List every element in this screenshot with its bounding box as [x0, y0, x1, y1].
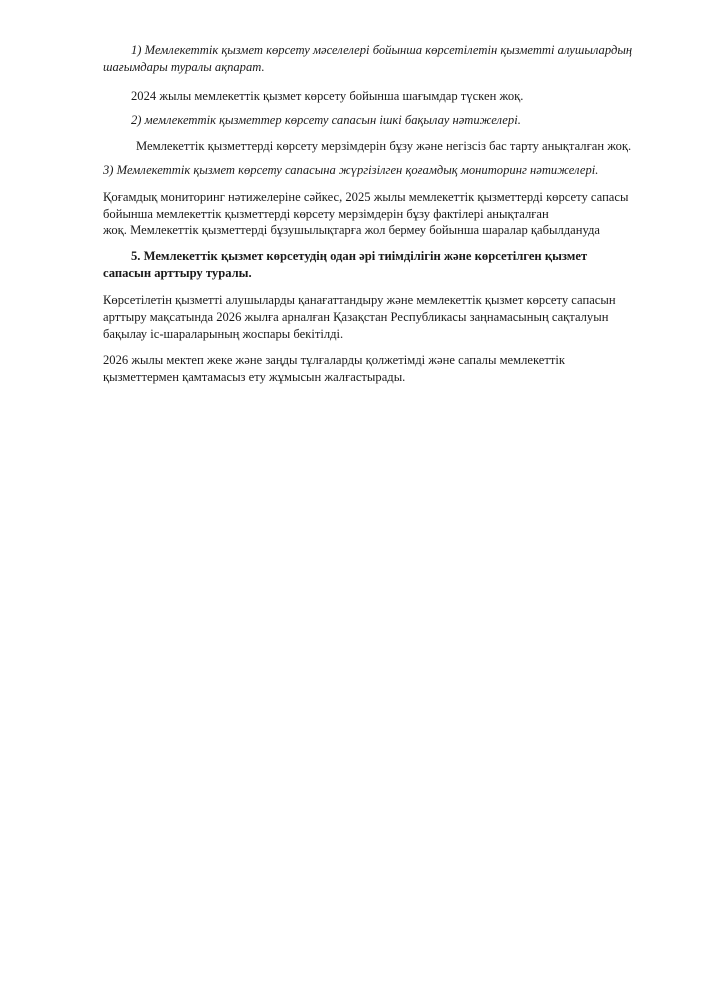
section2-heading: 2) мемлекеттік қызметтер көрсету сапасын ішкі бақылау нәтижелері.: [131, 113, 521, 127]
section5-heading-line2: сапасын арттыру туралы.: [103, 266, 252, 280]
section2-text: Мемлекеттік қызметтерді көрсету мерзімдерін бұзу және негізсіз бас тарту анықталған жоқ.: [136, 139, 632, 153]
section1-text: 2024 жылы мемлекеттік қызмет көрсету бойынша шағымдар түскен жоқ.: [131, 89, 524, 103]
section5-para2-line2: қызметтермен қамтамасыз ету жұмысын жалғастырады.: [103, 370, 406, 384]
section5-para1-line3: бақылау іс-шараларының жоспары бекітілді.: [103, 327, 344, 341]
section5-para2-line1: 2026 жылы мектеп жеке және заңды тұлғаларды қолжетімді және сапалы мемлекеттік: [103, 353, 565, 367]
section1-heading-line2: шағымдары туралы ақпарат.: [103, 60, 265, 74]
section5-para1-line1: Көрсетілетін қызметті алушыларды қанағаттандыру және мемлекеттік қызмет көрсету сапасын: [103, 293, 616, 307]
section5-heading-line1: 5. Мемлекеттік қызмет көрсетудің одан әрі тиімділігін және көрсетілген қызмет: [131, 249, 588, 263]
section1-heading-line1: 1) Мемлекеттік қызмет көрсету мәселелері бойынша көрсетілетін қызметті алушылардың: [131, 43, 633, 57]
section3-heading: 3) Мемлекеттік қызмет көрсету сапасына жүргізілген қоғамдық мониторинг нәтижелері.: [103, 163, 599, 177]
section3-text-line2: бойынша мемлекеттік қызметтерді көрсету мерзімдерін бұзу фактілері анықталған: [103, 207, 549, 221]
section3-text-line1: Қоғамдық мониторинг нәтижелеріне сәйкес, 2025 жылы мемлекеттік қызметтерді көрсету сапасы: [103, 190, 629, 204]
section3-text-line3: жоқ. Мемлекеттік қызметтерді бұзушылықтарға жол бермеу бойынша шаралар қабылдануда: [103, 223, 600, 237]
section5-para1-line2: арттыру мақсатында 2026 жылға арналған Қазақстан Республикасы заңнамасының сақталуын: [103, 310, 609, 324]
